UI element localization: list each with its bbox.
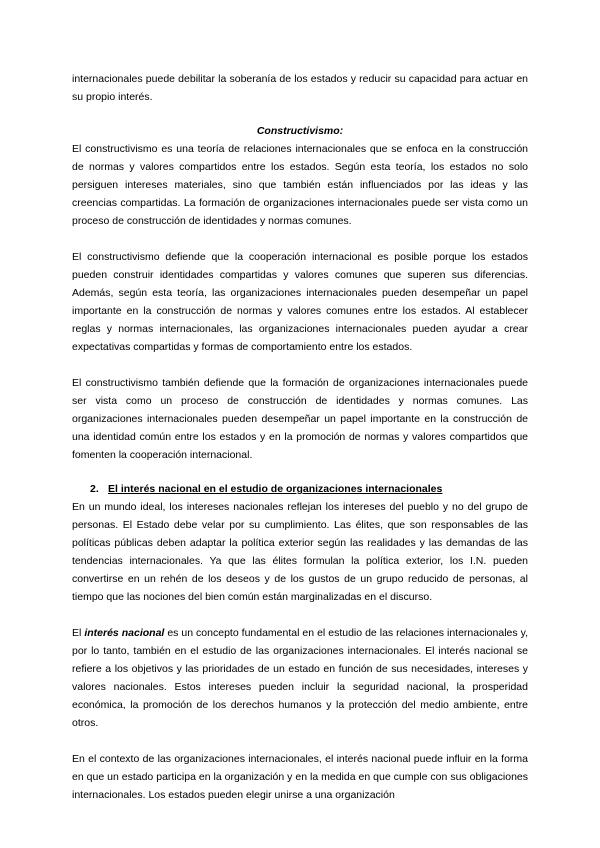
constructivismo-paragraph-2: El constructivismo defiende que la cooperación internacional es posible porque los estados pueden construir identidades compartidas y valores comunes que superen sus diferencias. Además, según esta teoría, las organizaciones internacionales pueden desempeñar un papel importante en la construcción de normas y valores comunes entre los estados. Al establecer reglas y normas internacionales, las organizaciones internacionales pueden ayudar a crear expectativas compartidas y formas de comportamiento entre los estados. xyxy=(72,251,528,353)
page-content xyxy=(72,70,528,804)
p2-lead-text: El xyxy=(72,627,85,639)
section-2-paragraph-2 xyxy=(72,624,528,732)
constructivismo-paragraph-3: El constructivismo también defiende que la formación de organizaciones internacionales puede ser vista como un proceso de construcción de identidades y normas comunes. Las organizaciones internacionales pueden desempeñar un papel importante en la construcción de una identidad común entre los estados y en la promoción de normas y valores compartidos que fomenten la cooperación internacional. xyxy=(72,377,528,461)
constructivismo-paragraph-1: El constructivismo es una teoría de relaciones internacionales que se enfoca en la construcción de normas y valores compartidos entre los estados. Según esta teoría, los estados no solo persiguen intereses materiales, sino que también están influenciados por las ideas y las creencias compartidas. La formación de organizaciones internacionales puede ser vista como un proceso de construcción de identidades y normas comunes. xyxy=(72,143,528,227)
intro-paragraph: internacionales puede debilitar la soberanía de los estados y reducir su capacidad para actuar en su propio interés. xyxy=(72,73,528,103)
section-2-paragraph-1: En un mundo ideal, los intereses nacionales reflejan los intereses del pueblo y no del grupo de personas. El Estado debe velar por su cumplimiento. Las élites, que son responsables de las políticas públicas deben adaptar la política exterior según las realidades y las demandas de las tendencias internacionales. Ya que las élites formulan la política exterior, los I.N. pueden convertirse en un rehén de los deseos y de los gustos de un grupo reducido de personas, al tiempo que las nociones del bien común están marginalizadas en el discurso. xyxy=(72,501,528,603)
interes-nacional-term: interés nacional xyxy=(84,627,165,639)
section-2-title: El interés nacional en el estudio de organizaciones internacionales xyxy=(108,483,443,495)
constructivismo-heading: Constructivismo: xyxy=(256,125,344,137)
section-2-heading xyxy=(72,480,528,498)
section-2-number: 2. xyxy=(90,483,99,495)
p2-body-text: es un concepto fundamental en el estudio de las relaciones internacionales y, por lo tanto, también en el estudio de las organizaciones internacionales. El interés nacional se refiere a los objetivos y las prioridades de un estado en función de sus necesidades, intereses y valores nacionales. Estos intereses pueden incluir la seguridad nacional, la prosperidad económica, la promoción de los derechos humanos y la protección del medio ambiente, entre otros. xyxy=(72,627,528,729)
section-2-paragraph-3: En el contexto de las organizaciones internacionales, el interés nacional puede influir en la forma en que un estado participa en la organización y en la medida en que cumple con sus obligaciones internacionales. Los estados pueden elegir unirse a una organización xyxy=(72,753,528,801)
